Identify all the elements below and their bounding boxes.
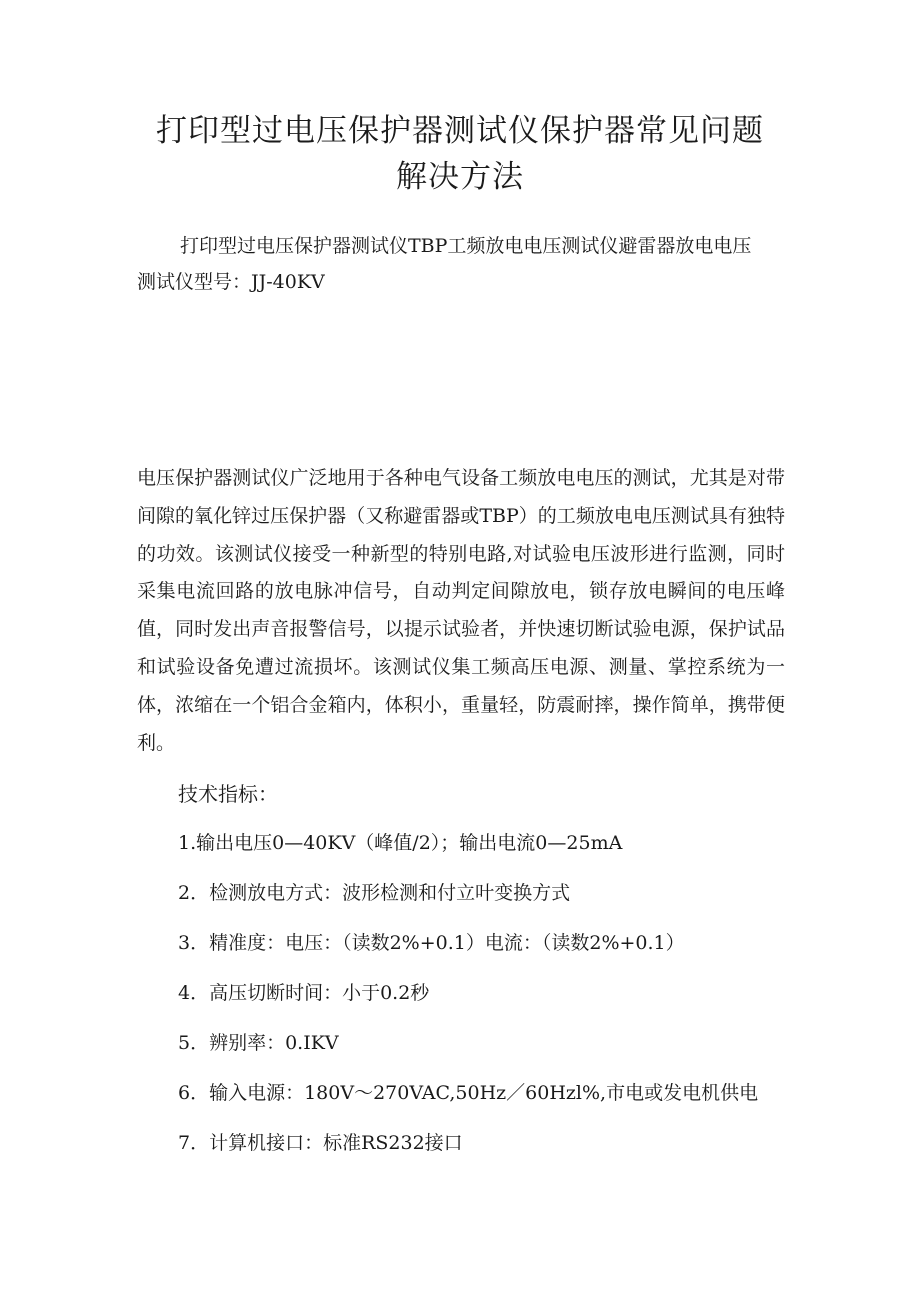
- spec-item-2: 2．检测放电方式：波形检测和付立叶变换方式: [178, 882, 571, 904]
- intro-line-1: 打印型过电压保护器测试仪TBP工频放电电压测试仪避雷器放电电压: [180, 235, 752, 257]
- spec-item-3: 3．精准度：电压：（读数2%+0.1）电流：（读数2%+0.1）: [178, 932, 685, 954]
- spec-item-7: 7．计算机接口：标准RS232接口: [178, 1132, 463, 1154]
- spec-item-6: 6．输入电源：180V～270VAC,50Hz／60Hzl%,市电或发电机供电: [178, 1082, 759, 1104]
- spec-item-4: 4．高压切断时间：小于0.2秒: [178, 982, 430, 1004]
- spec-item-1: 1.输出电压0—40KV（峰值/2）；输出电流0—25mA: [178, 832, 623, 854]
- spec-heading: 技术指标：: [178, 782, 278, 806]
- page-title-line-2: 解决方法: [396, 159, 524, 195]
- intro-line-2: 测试仪型号：JJ-40KV: [137, 271, 325, 293]
- spec-item-5: 5．辨别率：0.IKV: [178, 1032, 339, 1054]
- description-paragraph: 电压保护器测试仪广泛地用于各种电气设备工频放电电压的测试，尤其是对带间隙的氧化锌过压保护器（又称避雷器或TBP）的工频放电电压测试具有独特的功效。该测试仪接受一种新型的特别电路,对试验电压波形进行监测，同时采集电流回路的放电脉冲信号，自动判定间隙放电，锁存放电瞬间的电压峰值，同时发出声音报警信号，以提示试验者，并快速切断试验电源，保护试品和试验设备免遭过流损坏。该测试仪集工频高压电源、测量、掌控系统为一体，浓缩在一个铝合金箱内，体积小，重量轻，防震耐摔，操作简单，携带便利。: [137, 467, 785, 754]
- page-title-line-1: 打印型过电压保护器测试仪保护器常见问题: [156, 113, 764, 149]
